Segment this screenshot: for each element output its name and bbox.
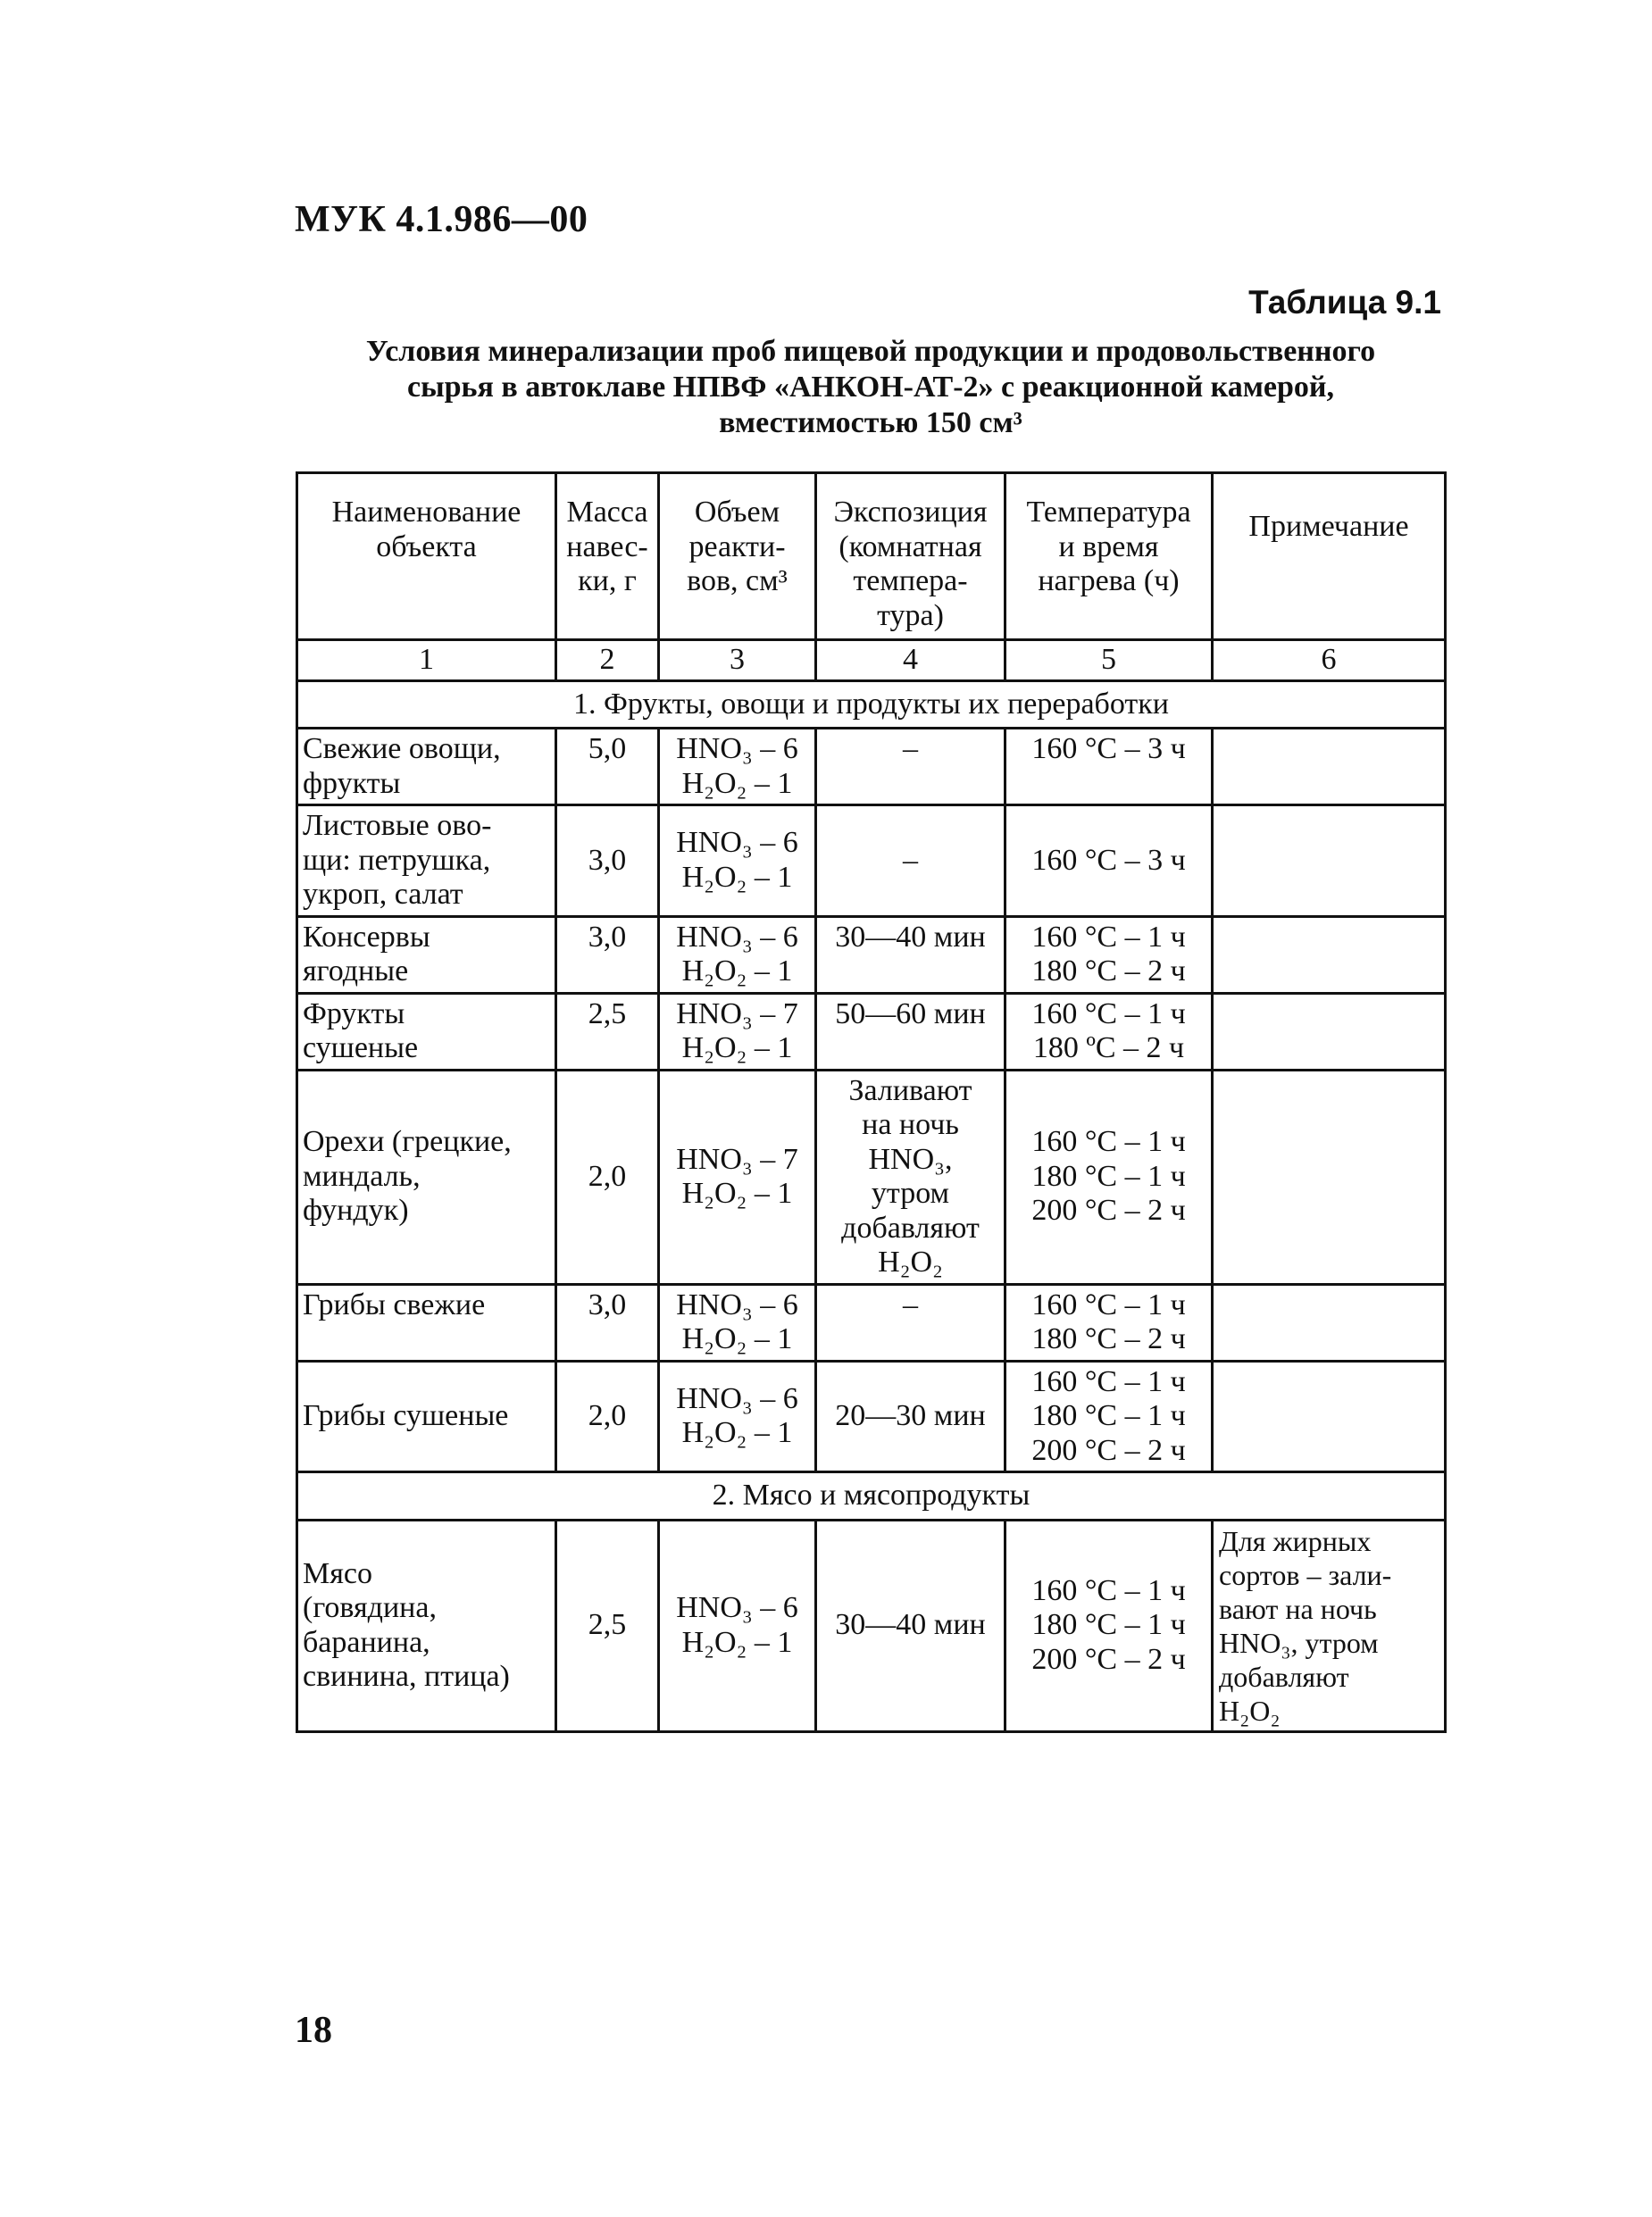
exposure-line: утром <box>871 1177 950 1210</box>
column-header-line: Масса <box>566 496 648 529</box>
object-name-line: ягодные <box>303 954 409 988</box>
document-code: МУК 4.1.986—00 <box>295 199 588 240</box>
heating-temperature-time-line: 200 °С – 2 ч <box>1031 1642 1186 1676</box>
reagent-volume-line: H₂O₂ – 1 <box>681 954 793 988</box>
object-name <box>297 1070 556 1284</box>
column-header-line: нагрева (ч) <box>1038 564 1180 597</box>
reagent-volume-line: H₂O₂ – 1 <box>681 1322 793 1355</box>
object-name-line: сушеные <box>303 1031 419 1064</box>
column-header-line: Наименование <box>331 496 521 529</box>
object-name-line: Свежие овощи, <box>303 732 501 765</box>
reagent-volume-line: H₂O₂ – 1 <box>681 1625 793 1659</box>
note <box>1213 805 1446 917</box>
exposure-line: – <box>903 843 918 877</box>
page-number: 18 <box>295 2010 332 2051</box>
table-row <box>297 805 1446 917</box>
note-line: HNO₃, утром <box>1219 1626 1379 1659</box>
object-name-line: свинина, птица) <box>303 1660 510 1693</box>
mineralization-table <box>296 471 1447 1733</box>
column-header-line: и время <box>1058 529 1159 563</box>
reagent-volume-line: HNO₃ – 6 <box>676 920 798 954</box>
object-name <box>297 805 556 917</box>
exposure <box>816 993 1005 1070</box>
object-name <box>297 1361 556 1472</box>
table-row <box>297 1070 1446 1284</box>
object-name-line: Консервы <box>303 920 430 954</box>
reagent-volume <box>659 1070 816 1284</box>
column-header-line: реакти- <box>688 529 786 563</box>
exposure-line: H₂O₂ <box>878 1246 943 1279</box>
table-row <box>297 916 1446 993</box>
exposure-line: 30—40 мин <box>835 1608 986 1642</box>
object-name-line: Грибы сушеные <box>303 1399 509 1432</box>
exposure <box>816 1520 1005 1731</box>
sample-mass: 2,5 <box>556 1520 659 1731</box>
heating-temperature-time <box>1005 805 1213 917</box>
object-name-line: Орехи (грецкие, <box>303 1125 512 1159</box>
heating-temperature-time-line: 160 °С – 1 ч <box>1031 920 1186 954</box>
note <box>1213 916 1446 993</box>
reagent-volume <box>659 805 816 917</box>
sample-mass: 2,5 <box>556 993 659 1070</box>
reagent-volume-line: HNO₃ – 7 <box>676 1142 798 1176</box>
heating-temperature-time-line: 180 °С – 2 ч <box>1031 1322 1186 1355</box>
reagent-volume <box>659 1361 816 1472</box>
exposure-line: на ночь <box>862 1108 959 1141</box>
exposure-line: – <box>903 1288 918 1321</box>
object-name-line: Листовые ово- <box>303 809 492 842</box>
object-name-line: фундук) <box>303 1194 409 1228</box>
column-header-line: темпера- <box>853 564 968 597</box>
sample-mass: 3,0 <box>556 1284 659 1361</box>
column-header <box>556 473 659 640</box>
column-header <box>1005 473 1213 640</box>
object-name-line: Фрукты <box>303 996 405 1030</box>
reagent-volume <box>659 916 816 993</box>
reagent-volume-line: H₂O₂ – 1 <box>681 1177 793 1210</box>
note <box>1213 1070 1446 1284</box>
column-number: 5 <box>1005 640 1213 681</box>
column-header-line: объекта <box>376 529 477 563</box>
column-header <box>816 473 1005 640</box>
note-line: H₂O₂ <box>1219 1694 1281 1727</box>
section-row <box>297 1472 1446 1521</box>
heating-temperature-time <box>1005 1284 1213 1361</box>
table-row <box>297 1361 1446 1472</box>
heating-temperature-time-line: 180 °С – 1 ч <box>1031 1399 1186 1432</box>
column-header-line: вов, см³ <box>687 564 788 597</box>
sample-mass: 3,0 <box>556 916 659 993</box>
heating-temperature-time <box>1005 1070 1213 1284</box>
object-name-line: миндаль, <box>303 1159 421 1193</box>
column-header-line: навес- <box>566 529 648 563</box>
note <box>1213 1284 1446 1361</box>
column-header-line: ки, г <box>578 564 637 597</box>
header-row <box>297 473 1446 640</box>
column-number: 1 <box>297 640 556 681</box>
sample-mass: 2,0 <box>556 1361 659 1472</box>
exposure <box>816 1070 1005 1284</box>
note-line: сортов – зали- <box>1219 1558 1392 1591</box>
note <box>1213 1520 1446 1731</box>
reagent-volume <box>659 1284 816 1361</box>
reagent-volume-line: H₂O₂ – 1 <box>681 1416 793 1450</box>
column-header-line: Объем <box>694 496 780 529</box>
column-number: 4 <box>816 640 1005 681</box>
column-header-line: Примечание <box>1248 510 1409 543</box>
reagent-volume-line: HNO₃ – 6 <box>676 826 798 860</box>
reagent-volume-line: HNO₃ – 6 <box>676 1381 798 1415</box>
note-line: добавляют <box>1219 1660 1349 1693</box>
heating-temperature-time <box>1005 1520 1213 1731</box>
column-number: 6 <box>1213 640 1446 681</box>
exposure-line: 50—60 мин <box>835 996 986 1030</box>
heating-temperature-time-line: 160 °С – 1 ч <box>1031 1364 1186 1398</box>
caption-line: вместимостью 150 см³ <box>719 406 1022 439</box>
heating-temperature-time <box>1005 729 1213 805</box>
heating-temperature-time-line: 160 °С – 1 ч <box>1031 996 1186 1030</box>
heating-temperature-time-line: 180 ºС – 2 ч <box>1032 1031 1185 1064</box>
section-title: 1. Фрукты, овощи и продукты их переработки <box>297 680 1446 729</box>
table-row <box>297 1284 1446 1361</box>
heating-temperature-time-line: 160 °С – 3 ч <box>1031 843 1186 877</box>
object-name <box>297 729 556 805</box>
sample-mass: 2,0 <box>556 1070 659 1284</box>
object-name <box>297 1520 556 1731</box>
note-line: вают на ночь <box>1219 1592 1377 1625</box>
reagent-volume-line: H₂O₂ – 1 <box>681 766 793 800</box>
section-title: 2. Мясо и мясопродукты <box>297 1472 1446 1521</box>
caption-line: сырья в автоклаве НПВФ «АНКОН-АТ-2» с реакционной камерой, <box>407 371 1334 404</box>
heating-temperature-time <box>1005 993 1213 1070</box>
object-name-line: щи: петрушка, <box>303 843 491 877</box>
note <box>1213 1361 1446 1472</box>
object-name-line: баранина, <box>303 1625 430 1659</box>
section-row <box>297 680 1446 729</box>
object-name-line: Грибы свежие <box>303 1288 486 1321</box>
heating-temperature-time-line: 160 °С – 1 ч <box>1031 1288 1186 1321</box>
table-number: Таблица 9.1 <box>1248 284 1441 321</box>
caption-line: Условия минерализации проб пищевой продукции и продовольственного <box>365 335 1376 368</box>
column-header-line: Температура <box>1026 496 1191 529</box>
note <box>1213 993 1446 1070</box>
reagent-volume-line: H₂O₂ – 1 <box>681 860 793 894</box>
column-header-line: Экспозиция <box>833 496 988 529</box>
heating-temperature-time-line: 200 °С – 2 ч <box>1031 1433 1186 1467</box>
exposure-line: – <box>903 732 918 765</box>
reagent-volume-line: HNO₃ – 6 <box>676 1288 798 1321</box>
heating-temperature-time <box>1005 916 1213 993</box>
reagent-volume-line: HNO₃ – 7 <box>676 996 798 1030</box>
reagent-volume <box>659 729 816 805</box>
exposure <box>816 1361 1005 1472</box>
reagent-volume <box>659 1520 816 1731</box>
column-number: 3 <box>659 640 816 681</box>
table-row <box>297 729 1446 805</box>
object-name-line: укроп, салат <box>303 878 463 911</box>
heating-temperature-time-line: 160 °С – 1 ч <box>1031 1573 1186 1607</box>
exposure <box>816 729 1005 805</box>
column-number-row <box>297 640 1446 681</box>
column-header <box>659 473 816 640</box>
exposure <box>816 916 1005 993</box>
object-name <box>297 993 556 1070</box>
table-row <box>297 1520 1446 1731</box>
sample-mass: 3,0 <box>556 805 659 917</box>
column-header <box>297 473 556 640</box>
exposure <box>816 1284 1005 1361</box>
heating-temperature-time <box>1005 1361 1213 1472</box>
exposure-line: 20—30 мин <box>835 1399 986 1432</box>
object-name <box>297 1284 556 1361</box>
heating-temperature-time-line: 160 °С – 1 ч <box>1031 1125 1186 1159</box>
note-line: Для жирных <box>1219 1524 1372 1557</box>
column-header-line: (комнатная <box>839 529 982 563</box>
note <box>1213 729 1446 805</box>
column-number: 2 <box>556 640 659 681</box>
exposure-line: HNO₃, <box>868 1142 953 1176</box>
heating-temperature-time-line: 160 °С – 3 ч <box>1031 732 1186 765</box>
table-caption <box>295 334 1447 441</box>
heating-temperature-time-line: 180 °С – 1 ч <box>1031 1608 1186 1642</box>
object-name <box>297 916 556 993</box>
object-name-line: (говядина, <box>303 1591 437 1624</box>
reagent-volume-line: HNO₃ – 6 <box>676 732 798 765</box>
object-name-line: Мясо <box>303 1556 372 1590</box>
object-name-line: фрукты <box>303 766 401 800</box>
exposure-line: 30—40 мин <box>835 920 986 954</box>
sample-mass: 5,0 <box>556 729 659 805</box>
heating-temperature-time-line: 180 °С – 1 ч <box>1031 1159 1186 1193</box>
heating-temperature-time-line: 180 °С – 2 ч <box>1031 954 1186 988</box>
table-row <box>297 993 1446 1070</box>
reagent-volume-line: H₂O₂ – 1 <box>681 1031 793 1064</box>
exposure <box>816 805 1005 917</box>
column-header-line: тура) <box>877 598 944 632</box>
reagent-volume <box>659 993 816 1070</box>
heating-temperature-time-line: 200 °С – 2 ч <box>1031 1194 1186 1228</box>
exposure-line: Заливают <box>848 1073 972 1107</box>
reagent-volume-line: HNO₃ – 6 <box>676 1591 798 1624</box>
column-header <box>1213 473 1446 640</box>
exposure-line: добавляют <box>841 1211 980 1245</box>
